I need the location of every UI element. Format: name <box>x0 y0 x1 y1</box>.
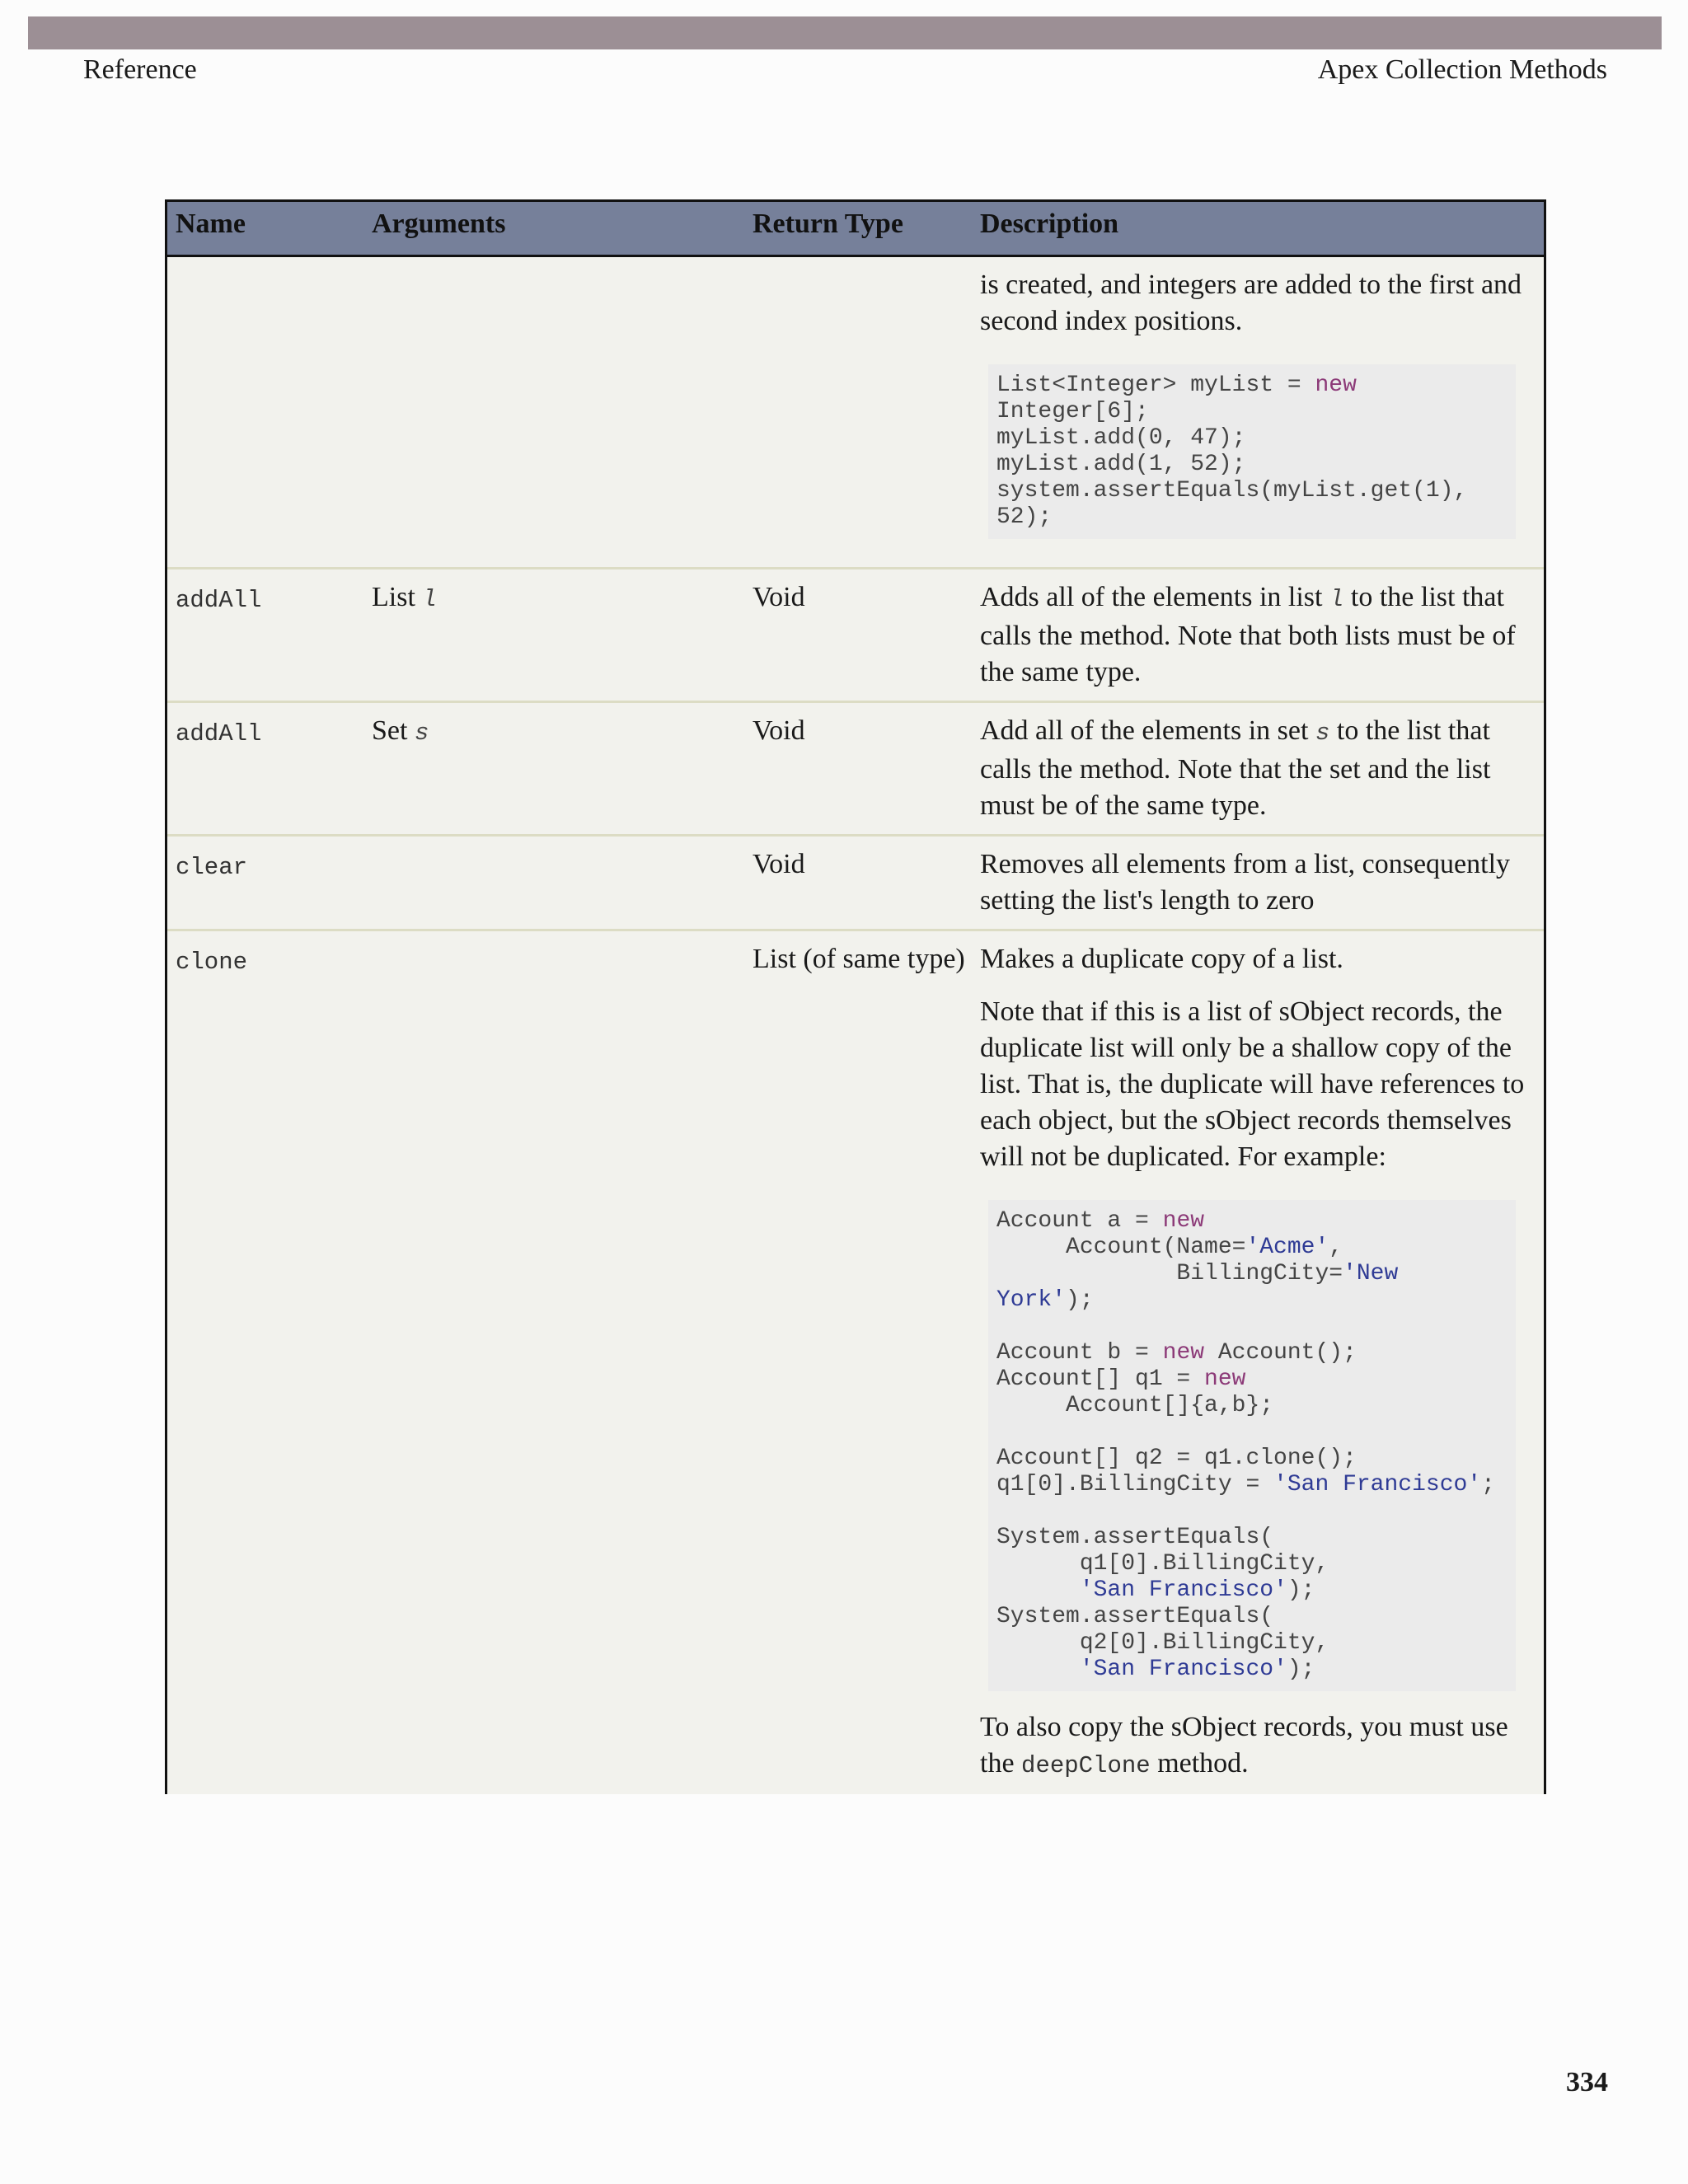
code-text: List<Integer> myList = <box>996 373 1315 398</box>
table-row <box>167 837 1544 931</box>
code-text: ); System.assertEquals( q2[0].BillingCity, <box>996 1577 1329 1656</box>
return-type: Void <box>753 582 805 612</box>
running-header-chapter: Apex Collection Methods <box>1317 54 1607 85</box>
description-text: Add all of the elements in set s to the list that calls the method. Note that the set and the list must be of the same type. <box>980 715 1491 821</box>
code-text: ; System.assertEquals( q1[0].BillingCity, <box>996 1472 1495 1577</box>
page-number: 334 <box>1566 2067 1608 2097</box>
table-row <box>167 257 1544 569</box>
code-text: Integer[6]; myList.add(0, 47); myList.add(1, 52); system.assertEquals(myList.get(1), 52); <box>996 399 1468 530</box>
top-bar <box>28 16 1662 49</box>
description-text: is created, and integers are added to the first and second index positions. <box>980 269 1522 336</box>
code-keyword: new <box>1204 1366 1246 1392</box>
column-header-arguments: Arguments <box>372 209 506 239</box>
description-text: Removes all elements from a list, consequently setting the list's length to zero <box>980 849 1511 916</box>
description-text: To also copy the sObject records, you must use the deepClone method. <box>980 1712 1508 1779</box>
code-keyword: new <box>1162 1340 1205 1366</box>
method-name: clear <box>176 854 248 881</box>
table-row <box>167 703 1544 837</box>
code-keyword: new <box>1315 373 1357 398</box>
description-cell <box>972 931 1539 1794</box>
code-text: , BillingCity= <box>1176 1235 1343 1286</box>
code-string: 'Acme' <box>1245 1235 1329 1260</box>
column-header-name: Name <box>176 209 246 239</box>
code-text: Account(); Account[] q1 = <box>996 1340 1357 1392</box>
column-header-return-type: Return Type <box>753 209 903 239</box>
argument: Set s <box>372 715 429 747</box>
code-example <box>988 364 1516 539</box>
method-name: addAll <box>176 720 262 748</box>
argument: List l <box>372 582 437 613</box>
table-row <box>167 931 1544 1794</box>
code-text: Account(Name= <box>1066 1235 1246 1260</box>
code-text: Account a = <box>996 1208 1163 1234</box>
code-string: 'San Francisco' <box>1079 1577 1287 1603</box>
inline-code: deepClone <box>1021 1752 1151 1779</box>
code-string: 'San Francisco' <box>1079 1657 1287 1682</box>
description-cell <box>972 257 1539 567</box>
return-type: Void <box>753 715 805 746</box>
code-text: ); <box>1287 1657 1315 1682</box>
code-keyword: new <box>1162 1208 1205 1234</box>
method-name: addAll <box>176 587 262 614</box>
description-text: Makes a duplicate copy of a list. <box>980 944 1343 974</box>
return-type: Void <box>753 849 805 879</box>
description-text: Note that if this is a list of sObject records, the duplicate list will only be a shallow copy of the list. That is, the duplicate will have references to each object, but the sObject records themselves will not be duplicated. For example: <box>980 996 1525 1172</box>
code-text: Account[]{a,b}; Account[] q2 = q1.clone(); q1[0].BillingCity = <box>996 1393 1357 1497</box>
code-string: 'New York' <box>996 1261 1399 1313</box>
method-name: clone <box>176 949 248 976</box>
column-header-description: Description <box>980 209 1119 239</box>
code-string: 'San Francisco' <box>1273 1472 1482 1497</box>
running-header-section: Reference <box>83 54 197 85</box>
description-text: Adds all of the elements in list l to the list that calls the method. Note that both lists must be of the same type. <box>980 582 1516 687</box>
code-example <box>988 1200 1516 1691</box>
methods-table <box>165 199 1546 1794</box>
return-type: List (of same type) <box>753 944 965 974</box>
table-row <box>167 569 1544 703</box>
code-text: ); Account b = <box>996 1287 1149 1366</box>
table-header <box>167 199 1544 257</box>
